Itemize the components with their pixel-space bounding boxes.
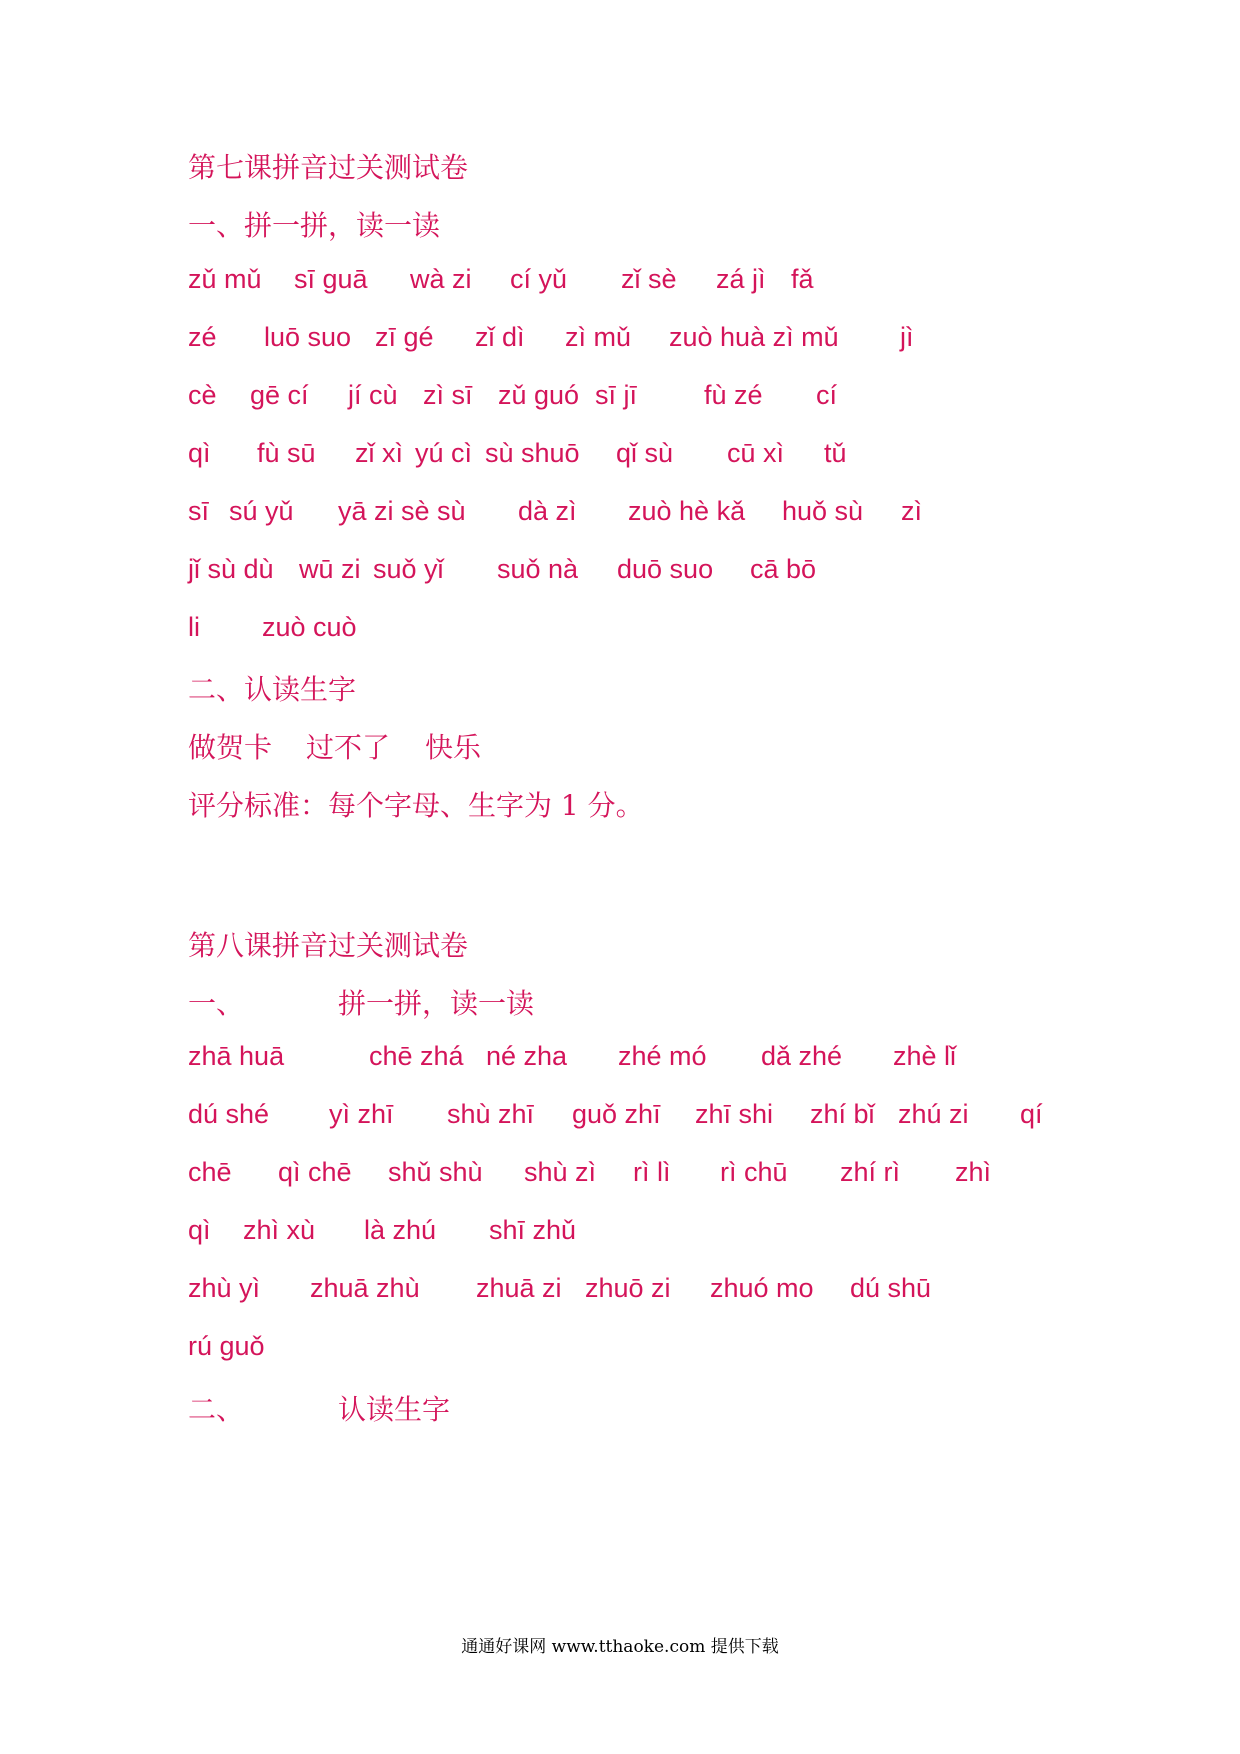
pinyin-word: zhì <box>955 1157 992 1187</box>
pinyin-word: zhú zi <box>898 1099 969 1129</box>
pinyin-word: chē <box>188 1157 232 1187</box>
pinyin-word: zé <box>188 322 217 352</box>
lesson7-section1-heading: 一、拼一拼，读一读 <box>188 209 441 242</box>
pinyin-word: sī guā <box>294 264 368 294</box>
pinyin-word: shī zhǔ <box>489 1215 577 1245</box>
pinyin-word: qí <box>1020 1099 1043 1129</box>
pinyin-word: là zhú <box>364 1215 437 1245</box>
pinyin-word: wà zi <box>410 264 472 294</box>
pinyin-word: qǐ sù <box>616 438 674 468</box>
pinyin-word: zǐ dì <box>475 322 525 352</box>
pinyin-word: sī <box>188 496 210 526</box>
pinyin-word: zhuā zi <box>476 1273 562 1303</box>
pinyin-word: dǎ zhé <box>761 1041 843 1071</box>
lesson8-title: 第八课拼音过关测试卷 <box>188 929 469 962</box>
pinyin-word: fǎ <box>791 264 814 294</box>
pinyin-word: shù zì <box>524 1157 597 1187</box>
pinyin-word: zǐ sè <box>621 264 677 294</box>
footer-credit: 通通好课网 www.tthaoke.com 提供下载 <box>461 1637 779 1657</box>
pinyin-word: cí <box>816 380 838 410</box>
lesson7-section2-heading: 二、认读生字 <box>188 673 357 706</box>
pinyin-word: zǔ guó <box>498 380 580 410</box>
pinyin-word: zhí bǐ <box>810 1099 875 1129</box>
pinyin-word: qì <box>188 438 211 468</box>
pinyin-word: fù zé <box>704 380 763 410</box>
lesson7-scoring: 评分标准：每个字母、生字为 1 分。 <box>188 789 644 822</box>
pinyin-word: zhé mó <box>618 1041 707 1071</box>
pinyin-word: qì chē <box>278 1157 352 1187</box>
section-text: 拼一拼，读一读 <box>338 987 535 1020</box>
pinyin-word: zhā huā <box>188 1041 285 1071</box>
lesson7-title: 第七课拼音过关测试卷 <box>188 151 469 184</box>
pinyin-word: duō suo <box>617 554 714 584</box>
pinyin-word: né zha <box>486 1041 568 1071</box>
pinyin-word: rì chū <box>720 1157 788 1187</box>
pinyin-word: shù zhī <box>447 1099 535 1129</box>
pinyin-word: cí yǔ <box>510 264 568 294</box>
pinyin-word: li <box>188 612 200 642</box>
pinyin-word: luō suo <box>264 322 352 352</box>
pinyin-word: zǔ mǔ <box>188 264 262 294</box>
pinyin-word: jǐ sù dù <box>188 554 274 584</box>
section-text: 认读生字 <box>338 1393 451 1426</box>
pinyin-word: cū xì <box>727 438 785 468</box>
pinyin-word: zī gé <box>375 322 434 352</box>
pinyin-word: sù shuō <box>485 438 580 468</box>
pinyin-word: zì mǔ <box>565 322 632 352</box>
pinyin-word: zhuō zi <box>585 1273 671 1303</box>
pinyin-word: gē cí <box>250 380 309 410</box>
pinyin-word: rú guǒ <box>188 1331 265 1361</box>
pinyin-word: guǒ zhī <box>572 1099 661 1129</box>
pinyin-word: tǔ <box>824 438 847 468</box>
pinyin-word: zhī shi <box>695 1099 774 1129</box>
pinyin-word: sī jī <box>595 380 638 410</box>
pinyin-word: zhuó mo <box>710 1273 814 1303</box>
pinyin-word: wū zi <box>299 554 361 584</box>
pinyin-word: shǔ shù <box>388 1157 483 1187</box>
chinese-word: 过不了 <box>306 731 391 764</box>
pinyin-word: zhí rì <box>840 1157 901 1187</box>
chinese-word: 快乐 <box>425 731 482 764</box>
pinyin-word: rì lì <box>633 1157 671 1187</box>
pinyin-word: zuò hè kǎ <box>628 496 746 526</box>
pinyin-word: dú shé <box>188 1099 270 1129</box>
pinyin-word: qì <box>188 1215 211 1245</box>
pinyin-word: jí cù <box>348 380 398 410</box>
pinyin-word: cè <box>188 380 217 410</box>
pinyin-word: zǐ xì <box>355 438 404 468</box>
pinyin-word: zuò huà zì mǔ <box>669 322 839 352</box>
pinyin-word: yì zhī <box>329 1099 394 1129</box>
pinyin-word: zuò cuò <box>262 612 357 642</box>
pinyin-word: suǒ yǐ <box>373 554 444 584</box>
pinyin-word: fù sū <box>257 438 316 468</box>
pinyin-word: chē zhá <box>369 1041 464 1071</box>
pinyin-word: sú yǔ <box>229 496 294 526</box>
pinyin-word: zhù yì <box>188 1273 261 1303</box>
pinyin-word: zhè lǐ <box>893 1041 957 1071</box>
pinyin-word: zì <box>901 496 923 526</box>
pinyin-word: zì sī <box>423 380 473 410</box>
pinyin-word: zhì xù <box>243 1215 316 1245</box>
section-number: 二、 <box>188 1393 245 1426</box>
section-number: 一、 <box>188 987 245 1020</box>
pinyin-word: jì <box>900 322 914 352</box>
pinyin-word: dú shū <box>850 1273 932 1303</box>
pinyin-word: zá jì <box>716 264 766 294</box>
pinyin-word: suǒ nà <box>497 554 579 584</box>
pinyin-word: dà zì <box>518 496 577 526</box>
pinyin-word: yā zi sè sù <box>338 496 466 526</box>
chinese-word: 做贺卡 <box>188 731 273 764</box>
pinyin-word: yú cì <box>415 438 473 468</box>
pinyin-word: huǒ sù <box>782 496 864 526</box>
pinyin-word: cā bō <box>750 554 817 584</box>
pinyin-word: zhuā zhù <box>310 1273 420 1303</box>
